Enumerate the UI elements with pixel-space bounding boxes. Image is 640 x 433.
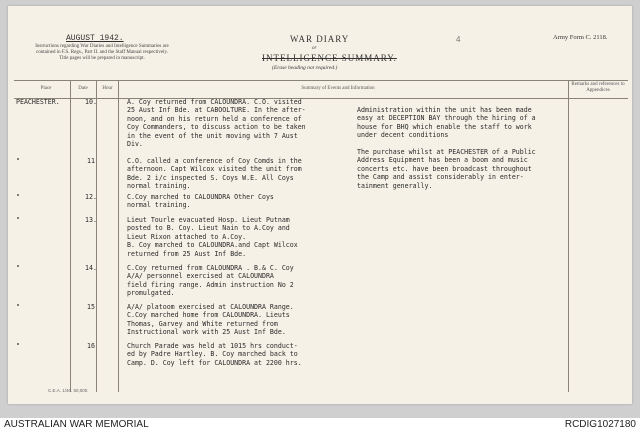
col-header-remarks: Remarks and references to Appendices bbox=[571, 82, 625, 93]
entry-place: PEACHESTER. bbox=[16, 98, 60, 106]
col-header-date: Date bbox=[78, 86, 88, 91]
war-diary-sheet bbox=[8, 6, 632, 404]
note-line bbox=[357, 140, 536, 148]
instructions-note: Instructions regarding War Diaries and Intelligence Summaries are contained in F.S. Regs., Part II. and the Staff Manual respectively. Title pages will be prepared in manuscript. bbox=[35, 44, 169, 61]
summary-line: returned from 25 Aust Inf Bde. bbox=[127, 249, 247, 258]
summary-line: 25 Aust Inf Bde. at CABOOLTURE. In the after- bbox=[127, 106, 306, 115]
entry-date: 13. bbox=[85, 216, 97, 224]
entry-summary bbox=[127, 98, 306, 148]
erase-heading-note: (Erase heading not required.) bbox=[272, 65, 338, 71]
note-line: concerts etc. have been broadcast throughout bbox=[357, 164, 532, 173]
summary-line: Lieut Rixon attached to A.Coy. bbox=[127, 232, 247, 241]
intelligence-summary-title: INTELLIGENCE SUMMARY. bbox=[262, 53, 397, 63]
entry-date: 16 bbox=[87, 342, 95, 350]
note-line: Administration within the unit has been made bbox=[357, 106, 532, 114]
entry-summary bbox=[127, 216, 298, 258]
col-rule-place bbox=[70, 80, 71, 392]
summary-line: Thomas, Garvey and White returned from bbox=[127, 319, 278, 328]
diary-title: WAR DIARY bbox=[290, 34, 350, 44]
summary-line: A/A/ personnel exercised at CALOUNDRA bbox=[127, 272, 274, 281]
summary-line: in the event of the unit moving with 7 Aust bbox=[127, 131, 298, 140]
entry-summary bbox=[127, 157, 302, 191]
summary-line: Lieut Tourle evacuated Hosp. Lieut Putnam bbox=[127, 216, 290, 224]
summary-line: C.O. called a conference of Coy Comds in the bbox=[127, 157, 302, 165]
entry-date: 10. bbox=[85, 98, 97, 106]
summary-line: C.Coy marched home from CALOUNDRA. Lieuts bbox=[127, 311, 290, 320]
entry-summary bbox=[127, 303, 294, 337]
entry-place: " bbox=[16, 303, 20, 311]
summary-line: Church Parade was held at 1015 hrs conduct- bbox=[127, 342, 298, 350]
summary-line: normal training. bbox=[127, 182, 191, 191]
print-code: C.E.A. 1/40. 50,000. bbox=[48, 388, 89, 393]
entry-summary bbox=[127, 193, 274, 210]
entry-place: " bbox=[16, 193, 20, 201]
note-line: the Camp and assist considerably in enter- bbox=[357, 173, 524, 182]
summary-line: C.Coy returned from CALOUNDRA . B.& C. Coy bbox=[127, 264, 294, 272]
col-rule-hour bbox=[118, 80, 119, 392]
entry-place: " bbox=[16, 157, 20, 165]
entry-summary bbox=[127, 264, 294, 298]
entry-place: " bbox=[16, 216, 20, 224]
summary-line: Bde. 2 i/c inspected S. Coys W.E. All Coys bbox=[127, 173, 294, 182]
diary-month: AUGUST 1942. bbox=[66, 34, 124, 43]
note-line: tainment generally. bbox=[357, 181, 433, 190]
table-top-rule bbox=[14, 80, 628, 81]
archive-name: AUSTRALIAN WAR MEMORIAL bbox=[4, 419, 149, 430]
summary-line: posted to B. Coy. Lieut Nain to A.Coy and bbox=[127, 224, 290, 233]
entry-place: " bbox=[16, 264, 20, 272]
summary-line: A/A/ platoom exercised at CALOUNDRA Range. bbox=[127, 303, 294, 311]
table-header-rule bbox=[14, 98, 628, 99]
administration-notes bbox=[357, 106, 536, 190]
archive-reference: RCDIG1027180 bbox=[564, 419, 636, 430]
entry-date: 12. bbox=[85, 193, 97, 201]
summary-line: Instructional work with 25 Aust Inf Bde. bbox=[127, 328, 286, 337]
note-line: Address Equipment has been a boom and music bbox=[357, 156, 528, 165]
pencil-mark: 4 bbox=[456, 35, 461, 44]
summary-line: B. Coy marched to CALOUNDRA.and Capt Wilcox bbox=[127, 241, 298, 250]
summary-line: C.Coy marched to CALOUNDRA Other Coys bbox=[127, 193, 274, 201]
note-line: The purchase whilst at PEACHESTER of a Public bbox=[357, 147, 536, 156]
summary-line: Coy Commanders, to discuss action to be taken bbox=[127, 123, 306, 132]
army-form-number: Army Form C. 2118. bbox=[553, 34, 608, 41]
entry-date: 14. bbox=[85, 264, 97, 272]
entry-summary bbox=[127, 342, 302, 367]
note-line: easy at DECEPTION BAY through the hiring of a bbox=[357, 114, 536, 123]
summary-line: A. Coy returned from CALOUNDRA. C.O. visited bbox=[127, 98, 302, 106]
entry-date: 11 bbox=[87, 157, 95, 165]
summary-line: noon, and on his return held a conference of bbox=[127, 114, 302, 123]
summary-line: promulgated. bbox=[127, 289, 175, 298]
summary-line: Camp. D. Coy left for CALOUNDRA at 2200 hrs. bbox=[127, 358, 302, 367]
summary-line: Div. bbox=[127, 140, 143, 149]
title-or: or bbox=[312, 46, 317, 51]
col-header-summary: Summary of Events and Information bbox=[301, 86, 375, 91]
summary-line: normal training. bbox=[127, 201, 191, 210]
col-header-place: Place bbox=[40, 86, 52, 91]
entry-place: " bbox=[16, 342, 20, 350]
archive-footer bbox=[0, 418, 640, 433]
summary-line: field firing range. Admin instruction No 2 bbox=[127, 280, 294, 289]
col-rule-remarks bbox=[568, 80, 569, 392]
summary-line: ed by Padre Hartley. B. Coy marched back to bbox=[127, 350, 298, 359]
entry-date: 15 bbox=[87, 303, 95, 311]
note-line: house for BHQ which enable the staff to work bbox=[357, 122, 532, 131]
note-line: under decent conditions bbox=[357, 131, 449, 140]
summary-line: afternoon. Capt Wilcox visited the unit from bbox=[127, 165, 302, 174]
col-header-hour: Hour bbox=[102, 86, 113, 91]
